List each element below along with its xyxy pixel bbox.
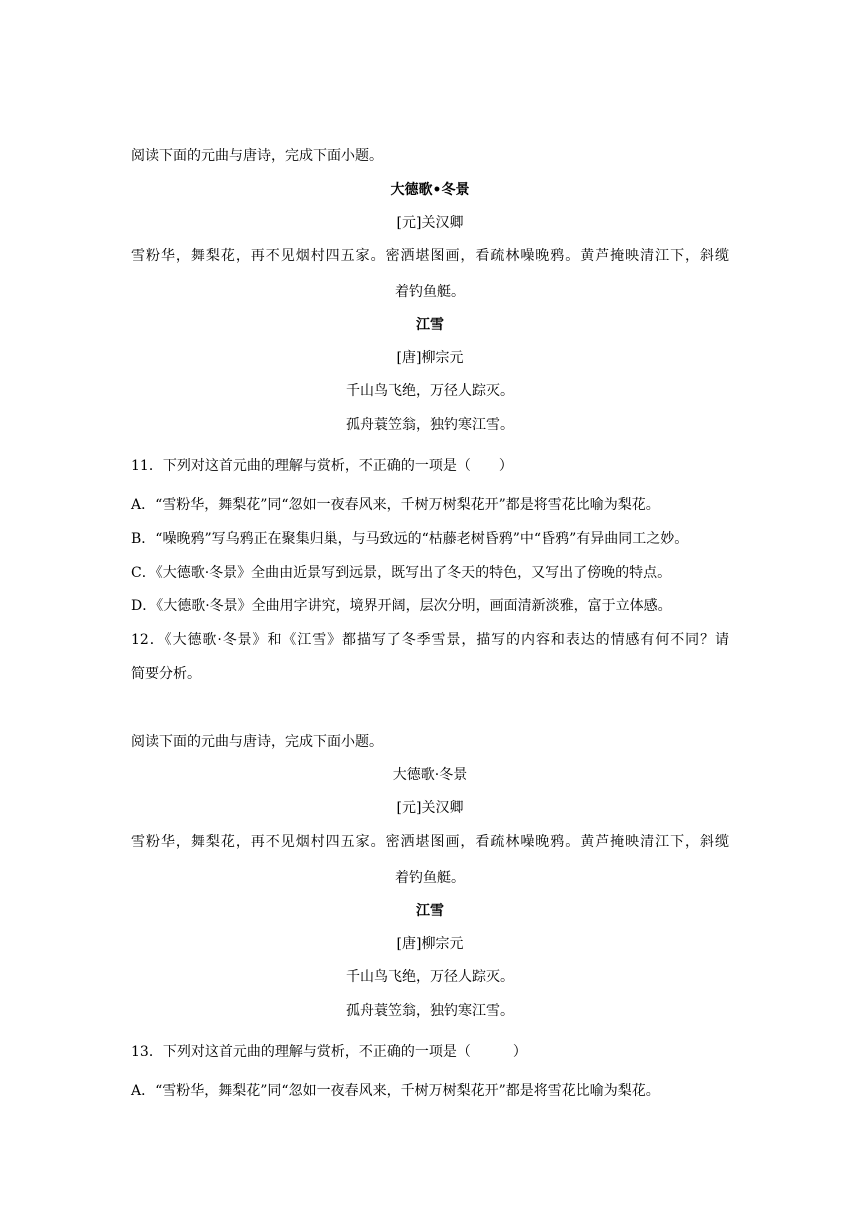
section1-poem2-line1: 千山鸟飞绝，万径人踪灭。	[346, 383, 514, 399]
question-11-option-b: B．“噪晚鸦”写乌鸦正在聚集归巢，与马致远的“枯藤老树昏鸦”中“昏鸦”有异曲同工之妙。	[131, 531, 689, 547]
section2-intro: 阅读下面的元曲与唐诗，完成下面小题。	[131, 734, 383, 750]
question-11-option-c: C．《大德歌·冬景》全曲由近景写到远景，既写出了冬天的特色，又写出了傍晚的特点。	[131, 565, 672, 581]
section1-poem2-author: [唐]柳宗元	[396, 350, 464, 366]
question-13-option-a: A．“雪粉华，舞梨花”同“忽如一夜春风来，千树万树梨花开”都是将雪花比喻为梨花。	[131, 1083, 660, 1099]
section1-intro: 阅读下面的元曲与唐诗，完成下面小题。	[131, 148, 383, 164]
section1-poem2-line2: 孤舟蓑笠翁，独钓寒江雪。	[346, 417, 514, 433]
section1-poem1-title: 大德歌•冬景	[390, 182, 470, 198]
section2-poem2-line1: 千山鸟飞绝，万径人踪灭。	[346, 969, 514, 985]
section2-poem2-title: 江雪	[416, 903, 444, 919]
question-13: 13．下列对这首元曲的理解与赏析，不正确的一项是（ ）	[131, 1044, 527, 1060]
section2-poem2-author: [唐]柳宗元	[396, 936, 464, 952]
section2-poem1-line1: 雪粉华，舞梨花，再不见烟村四五家。密洒堪图画，看疏林噪晚鸦。黄芦掩映清江下，斜缆	[131, 834, 729, 850]
section1-poem1-line2: 着钓鱼艇。	[395, 284, 465, 300]
question-11-option-a: A．“雪粉华，舞梨花”同“忽如一夜春风来，千树万树梨花开”都是将雪花比喻为梨花。	[131, 497, 660, 513]
section1-poem2-title: 江雪	[416, 317, 444, 333]
section1-poem1-line1: 雪粉华，舞梨花，再不见烟村四五家。密洒堪图画，看疏林噪晚鸦。黄芦掩映清江下，斜缆	[131, 248, 729, 264]
section2-poem1-line2: 着钓鱼艇。	[395, 870, 465, 886]
question-11-option-d: D．《大德歌·冬景》全曲用字讲究，境界开阔，层次分明，画面清新淡雅，富于立体感。	[131, 598, 672, 614]
question-12-line2: 简要分析。	[131, 666, 201, 682]
section1-poem1-author: [元]关汉卿	[396, 215, 464, 231]
question-11: 11．下列对这首元曲的理解与赏析，不正确的一项是（ ）	[131, 458, 513, 474]
section2-poem2-line2: 孤舟蓑笠翁，独钓寒江雪。	[346, 1003, 514, 1019]
section2-poem1-title: 大德歌·冬景	[392, 767, 468, 783]
section2-poem1-author: [元]关汉卿	[396, 800, 464, 816]
question-12-line1: 12．《大德歌·冬景》和《江雪》都描写了冬季雪景，描写的内容和表达的情感有何不同？请	[131, 632, 729, 648]
